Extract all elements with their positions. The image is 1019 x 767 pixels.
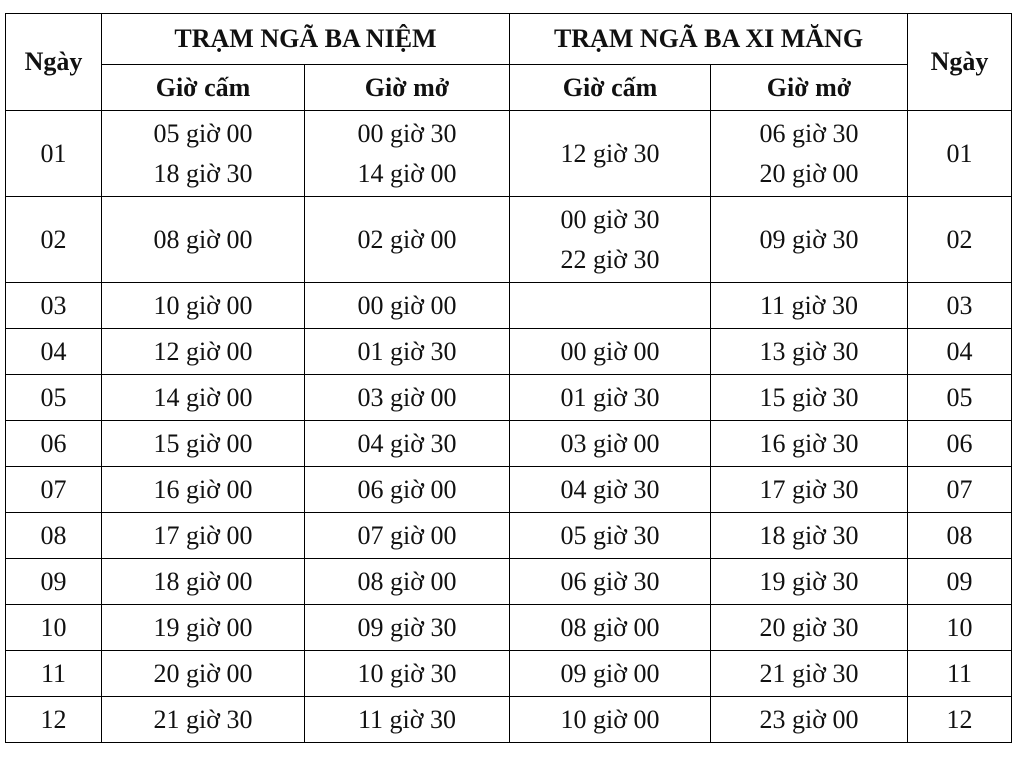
cell-station2-closed (510, 605, 711, 651)
cell-day-right: 04 (908, 329, 1012, 375)
time-value: 19 giờ 30 (759, 566, 859, 596)
header-station1-closed: Giờ cấm (102, 65, 305, 111)
cell-station1-closed (102, 421, 305, 467)
cell-station1-open (305, 697, 510, 743)
table-row (6, 421, 1012, 467)
time-value: 22 giờ 30 (560, 244, 660, 274)
time-value: 10 giờ 00 (560, 704, 660, 734)
cell-station1-closed (102, 111, 305, 197)
time-value: 13 giờ 30 (759, 336, 859, 366)
cell-station2-open (711, 697, 908, 743)
table-row (6, 697, 1012, 743)
cell-station1-open (305, 651, 510, 697)
cell-day-left: 02 (6, 197, 102, 283)
time-value: 00 giờ 00 (560, 336, 660, 366)
cell-station1-open (305, 197, 510, 283)
time-value: 15 giờ 00 (153, 428, 253, 458)
cell-station2-open (711, 559, 908, 605)
cell-station1-open (305, 283, 510, 329)
cell-day-right: 03 (908, 283, 1012, 329)
cell-day-left: 07 (6, 467, 102, 513)
time-value: 21 giờ 30 (153, 704, 253, 734)
cell-station2-open (711, 375, 908, 421)
time-value: 17 giờ 00 (153, 520, 253, 550)
cell-day-left: 09 (6, 559, 102, 605)
cell-station1-closed (102, 513, 305, 559)
cell-day-right: 11 (908, 651, 1012, 697)
cell-day-left: 03 (6, 283, 102, 329)
time-value: 10 giờ 00 (153, 290, 253, 320)
cell-station2-closed (510, 513, 711, 559)
cell-day-right: 12 (908, 697, 1012, 743)
cell-station2-open (711, 283, 908, 329)
time-value: 04 giờ 30 (357, 428, 457, 458)
schedule-table (5, 13, 1012, 743)
cell-station1-closed (102, 605, 305, 651)
header-day-left: Ngày (6, 14, 102, 111)
table-row (6, 513, 1012, 559)
cell-station2-open (711, 651, 908, 697)
time-value: 00 giờ 00 (357, 290, 457, 320)
table-row (6, 559, 1012, 605)
time-value: 14 giờ 00 (153, 382, 253, 412)
cell-day-left: 11 (6, 651, 102, 697)
cell-station2-closed (510, 697, 711, 743)
cell-station2-closed (510, 467, 711, 513)
time-value: 21 giờ 30 (759, 658, 859, 688)
table-row (6, 197, 1012, 283)
cell-station1-open (305, 467, 510, 513)
time-value: 01 giờ 30 (560, 382, 660, 412)
time-value: 05 giờ 30 (560, 520, 660, 550)
time-value: 04 giờ 30 (560, 474, 660, 504)
time-value: 20 giờ 00 (759, 158, 859, 188)
time-value: 06 giờ 00 (357, 474, 457, 504)
table-row (6, 283, 1012, 329)
cell-station1-open (305, 375, 510, 421)
cell-station2-open (711, 111, 908, 197)
header-station-nga-ba-niem: TRẠM NGÃ BA NIỆM (102, 14, 510, 65)
cell-station2-closed (510, 283, 711, 329)
time-value: 11 giờ 30 (759, 290, 858, 320)
time-value: 15 giờ 30 (759, 382, 859, 412)
header-day-right: Ngày (908, 14, 1012, 111)
cell-day-left: 12 (6, 697, 102, 743)
cell-station1-open (305, 605, 510, 651)
cell-day-right: 05 (908, 375, 1012, 421)
time-value: 09 giờ 00 (560, 658, 660, 688)
time-value: 23 giờ 00 (759, 704, 859, 734)
table-row (6, 651, 1012, 697)
time-value: 16 giờ 30 (759, 428, 859, 458)
time-value: 19 giờ 00 (153, 612, 253, 642)
cell-day-right: 07 (908, 467, 1012, 513)
cell-station1-closed (102, 329, 305, 375)
cell-station2-closed (510, 421, 711, 467)
time-value: 09 giờ 30 (357, 612, 457, 642)
cell-station2-closed (510, 329, 711, 375)
time-value: 02 giờ 00 (357, 224, 457, 254)
cell-day-right: 06 (908, 421, 1012, 467)
time-value: 00 giờ 30 (357, 118, 457, 148)
time-value: 18 giờ 30 (759, 520, 859, 550)
cell-station2-closed (510, 559, 711, 605)
cell-day-left: 04 (6, 329, 102, 375)
cell-station2-open (711, 197, 908, 283)
time-value: 17 giờ 30 (759, 474, 859, 504)
cell-station2-closed (510, 197, 711, 283)
cell-station1-closed (102, 697, 305, 743)
cell-day-left: 01 (6, 111, 102, 197)
time-value: 05 giờ 00 (153, 118, 253, 148)
cell-station2-closed (510, 651, 711, 697)
cell-day-right: 10 (908, 605, 1012, 651)
cell-station2-closed (510, 111, 711, 197)
time-value: 11 giờ 30 (357, 704, 456, 734)
time-value: 03 giờ 00 (357, 382, 457, 412)
cell-station1-closed (102, 467, 305, 513)
time-value: 18 giờ 00 (153, 566, 253, 596)
cell-station2-open (711, 605, 908, 651)
header-station2-closed: Giờ cấm (510, 65, 711, 111)
cell-station1-closed (102, 375, 305, 421)
cell-day-right: 01 (908, 111, 1012, 197)
cell-day-left: 10 (6, 605, 102, 651)
time-value: 12 giờ 00 (153, 336, 253, 366)
time-value: 14 giờ 00 (357, 158, 457, 188)
cell-station1-open (305, 329, 510, 375)
header-row-stations (6, 14, 1012, 65)
header-station1-open: Giờ mở (305, 65, 510, 111)
cell-day-right: 08 (908, 513, 1012, 559)
cell-station1-open (305, 111, 510, 197)
header-station-nga-ba-xi-mang: TRẠM NGÃ BA XI MĂNG (510, 14, 908, 65)
time-value: 01 giờ 30 (357, 336, 457, 366)
table-row (6, 605, 1012, 651)
time-value: 12 giờ 30 (560, 138, 660, 168)
time-value: 07 giờ 00 (357, 520, 457, 550)
cell-station2-open (711, 467, 908, 513)
cell-station2-closed (510, 375, 711, 421)
cell-day-right: 02 (908, 197, 1012, 283)
cell-station2-open (711, 421, 908, 467)
cell-day-left: 08 (6, 513, 102, 559)
time-value: 16 giờ 00 (153, 474, 253, 504)
cell-day-right: 09 (908, 559, 1012, 605)
cell-station2-open (711, 513, 908, 559)
time-value: 10 giờ 30 (357, 658, 457, 688)
time-value: 08 giờ 00 (357, 566, 457, 596)
cell-station1-closed (102, 197, 305, 283)
cell-station1-open (305, 513, 510, 559)
table-row (6, 375, 1012, 421)
cell-station1-open (305, 559, 510, 605)
cell-station1-closed (102, 559, 305, 605)
cell-day-left: 05 (6, 375, 102, 421)
time-value: 06 giờ 30 (560, 566, 660, 596)
time-value: 09 giờ 30 (759, 224, 859, 254)
time-value: 20 giờ 00 (153, 658, 253, 688)
cell-day-left: 06 (6, 421, 102, 467)
cell-station2-open (711, 329, 908, 375)
time-value: 08 giờ 00 (153, 224, 253, 254)
schedule-body (6, 111, 1012, 743)
cell-station1-open (305, 421, 510, 467)
time-value: 20 giờ 30 (759, 612, 859, 642)
time-value: 03 giờ 00 (560, 428, 660, 458)
table-row (6, 111, 1012, 197)
header-station2-open: Giờ mở (711, 65, 908, 111)
time-value: 08 giờ 00 (560, 612, 660, 642)
table-row (6, 329, 1012, 375)
time-value: 00 giờ 30 (560, 204, 660, 234)
cell-station1-closed (102, 651, 305, 697)
time-value: 06 giờ 30 (759, 118, 859, 148)
cell-station1-closed (102, 283, 305, 329)
header-row-columns (6, 65, 1012, 111)
table-row (6, 467, 1012, 513)
time-value: 18 giờ 30 (153, 158, 253, 188)
